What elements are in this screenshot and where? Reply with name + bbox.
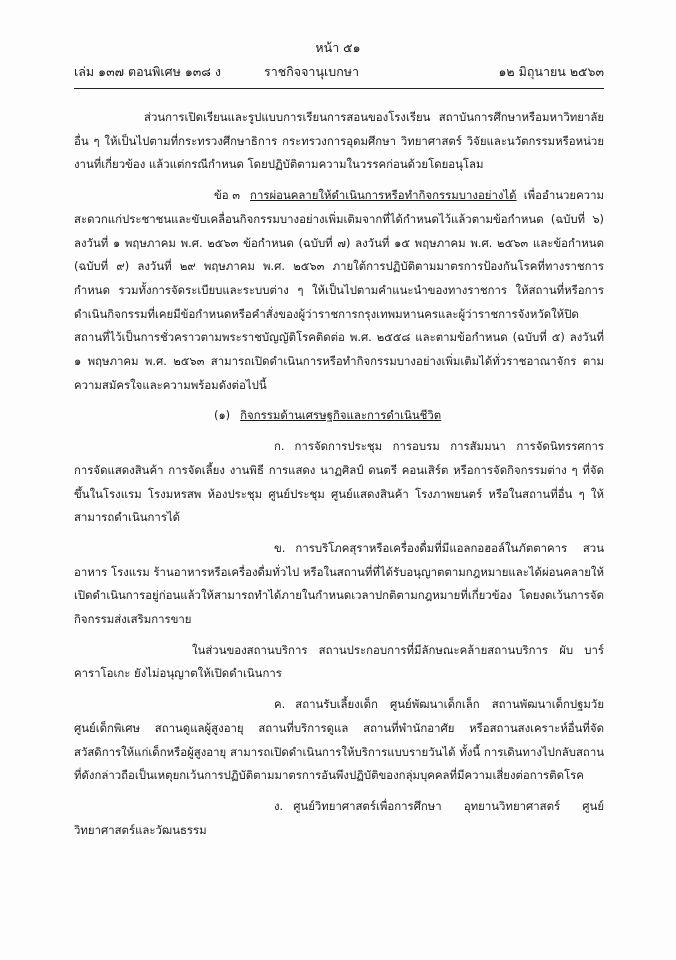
publication-date: ๑๒ มิถุนายน ๒๕๖๓ [498, 64, 604, 79]
header-divider [74, 88, 604, 89]
item-text: ศูนย์วิทยาศาสตร์เพื่อการศึกษา อุทยานวิทยาศาสตร์ ศูนย์วิทยาศาสตร์และวัฒนธรรม [74, 798, 604, 837]
subsection-heading: กิจกรรมด้านเศรษฐกิจและการดำเนินชีวิต [240, 408, 442, 423]
item-label: ข. [274, 540, 286, 555]
subsection-1 [74, 404, 604, 428]
paragraph-text: ในส่วนของสถานบริการ สถานประกอบการที่มีลักษณะคล้ายสถานบริการ ผับ บาร์ คาราโอเกะ ยังไม่อนุญาตให้เปิดดำเนินการ [74, 642, 604, 681]
item-kho [74, 693, 604, 788]
volume-issue: เล่ม ๑๓๗ ตอนพิเศษ ๑๓๘ ง [74, 64, 222, 79]
paragraph-text: ส่วนการเปิดเรียนและรูปแบบการเรียนการสอนของโรงเรียน สถาบันการศึกษาหรือมหาวิทยาลัยอื่น ๆ ให้เป็นไปตามที่กระทรวงศึกษาธิการ กระทรวงการอุดมศึกษา วิทยาศาสตร์ วิจัยและนวัตกรรมหรือหน่วยงานที่เกี่ยวข้อง แล้วแต่กรณีกำหนด โดยปฏิบัติตามความในวรรคก่อนด้วยโดยอนุโลม [74, 110, 604, 172]
item-label: ง. [274, 798, 284, 813]
item-ngo [74, 795, 604, 842]
item-text: การจัดการประชุม การอบรม การสัมมนา การจัดนิทรรศการ การจัดแสดงสินค้า การจัดเลี้ยง งานพิธี การแสดง นาฏศิลป์ ดนตรี คอนเสิร์ต หรือการจัดกิจกรรมต่าง ๆ ที่จัดขึ้นในโรงแรม โรงมหรสพ ห้องประชุม ศูนย์ประชุม ศูนย์แสดงสินค้า โรงภาพยนตร์ หรือในสถานที่อื่น ๆ ให้สามารถดำเนินการได้ [74, 439, 604, 525]
page-number: หน้า ๕๑ [315, 40, 361, 55]
item-text: การบริโภคสุราหรือเครื่องดื่มที่มีแอลกอฮอล์ในภัตตาคาร สวนอาหาร โรงแรม ร้านอาหารหรือเครื่องดื่มทั่วไป หรือในสถานที่ที่ได้รับอนุญาตตามกฎหมายและได้ผ่อนคลายให้เปิดดำเนินการอยู่ก่อนแล้วให้สามารถทำได้ภายในกำหนดเวลาปกติตามกฎหมายที่เกี่ยวข้อง โดยงดเว้นการจัดกิจกรรมส่งเสริมการขาย [74, 540, 604, 627]
item-label: ค. [274, 697, 286, 712]
paragraph-education [74, 106, 604, 177]
clause-text: เพื่ออำนวยความสะดวกแก่ประชาชนและขับเคลื่อนกิจกรรมบางอย่างเพิ่มเติมจากที่ได้กำหนดไว้แล้วตามข้อกำหนด (ฉบับที่ ๖) ลงวันที่ ๑ พฤษภาคม พ.ศ. ๒๕๖๓ ข้อกำหนด (ฉบับที่ ๗) ลงวันที่ ๑๕ พฤษภาคม พ.ศ. ๒๕๖๓ และข้อกำหนด (ฉบับที่ ๙) ลงวันที่ ๒๙ พฤษภาคม พ.ศ. ๒๕๖๓ ภายใต้การปฏิบัติตามมาตรการป้องกันโรคที่ทางราชการกำหนด รวมทั้งการจัดระเบียบและระบบต่าง ๆ ให้เป็นไปตามคำแนะนำของทางราชการ ให้สถานที่หรือการดำเนินกิจกรรมที่เคยมีข้อกำหนดหรือคำสั่งของผู้ว่าราชการกรุงเทพมหานครและผู้ว่าราชการจังหวัดให้ปิดสถานที่ไว้เป็นการชั่วคราวตามพระราชบัญญัติโรคติดต่อ พ.ศ. ๒๕๕๘ และตามข้อกำหนด (ฉบับที่ ๕) ลงวันที่ ๑ พฤษภาคม พ.ศ. ๒๕๖๓ สามารถเปิดดำเนินการหรือทำกิจกรรมบางอย่างเพิ่มเติมได้ทั่วราชอาณาจักร ตามความสมัครใจและความพร้อมดังต่อไปนี้ [74, 188, 604, 392]
clause-heading: การผ่อนคลายให้ดำเนินการหรือทำกิจกรรมบางอย่างได้ [250, 188, 517, 203]
item-label: ก. [274, 439, 285, 454]
subsection-label: (๑) [214, 408, 231, 423]
item-ka [74, 435, 604, 530]
document-body [74, 106, 604, 849]
paragraph-entertainment [74, 639, 604, 686]
clause-label: ข้อ ๓ [214, 188, 241, 203]
item-kha [74, 537, 604, 632]
gazette-name: ราชกิจจานุเบกษา [264, 64, 360, 79]
gazette-header [74, 62, 604, 84]
clause-3 [74, 184, 604, 397]
item-text: สถานรับเลี้ยงเด็ก ศูนย์พัฒนาเด็กเล็ก สถานพัฒนาเด็กปฐมวัย ศูนย์เด็กพิเศษ สถานดูแลผู้สูงอายุ สถานที่บริการดูแล สถานที่พำนักอาศัย หรือสถานสงเคราะห์อื่นที่จัดสวัสดิการให้แก่เด็กหรือผู้สูงอายุ สามารถเปิดดำเนินการให้บริการแบบรายวันได้ ทั้งนี้ การเดินทางไปกลับสถานที่ดังกล่าวถือเป็นเหตุยกเว้นการปฏิบัติตามมาตรการอันพึงปฏิบัติของกลุ่มบุคคลที่มีความเสี่ยงต่อการติดโรค [74, 697, 604, 783]
